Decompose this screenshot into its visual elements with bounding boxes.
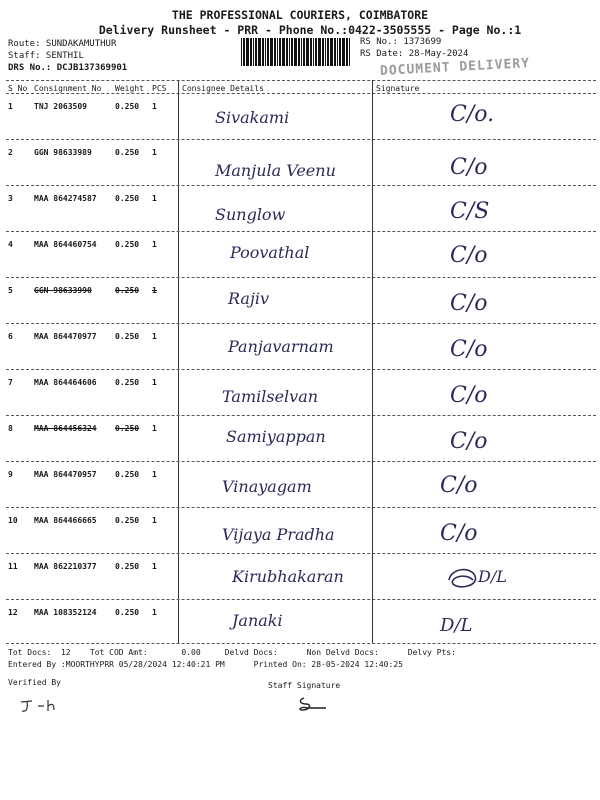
rs-number: RS No.: 1373699 bbox=[360, 37, 442, 47]
row-consignment-no: MAA 864470957 bbox=[34, 470, 97, 479]
row-sno: 6 bbox=[8, 332, 13, 341]
table-row bbox=[0, 509, 600, 554]
row-pcs: 1 bbox=[152, 378, 157, 387]
row-consignee-name: Vinayagam bbox=[222, 477, 312, 496]
row-consignee-name: Panjavarnam bbox=[228, 337, 334, 356]
row-consignment-no: MAA 862210377 bbox=[34, 562, 97, 571]
row-separator bbox=[6, 139, 596, 140]
row-sno: 8 bbox=[8, 424, 13, 433]
row-consignment-no: GGN 98633990 bbox=[34, 286, 92, 295]
entered-by-line: Entered By :MOORTHYPRR 05/28/2024 12:40:21 PM Printed On: 28-05-2024 12:40:25 bbox=[8, 660, 403, 669]
row-sno: 4 bbox=[8, 240, 13, 249]
row-separator bbox=[6, 231, 596, 232]
table-row bbox=[0, 463, 600, 508]
barcode-bar bbox=[301, 38, 302, 66]
row-consignment-no: MAA 864274587 bbox=[34, 194, 97, 203]
row-weight: 0.250 bbox=[115, 424, 140, 433]
table-header-rule bbox=[6, 93, 596, 94]
table-row bbox=[0, 233, 600, 278]
row-consignment-no: MAA 108352124 bbox=[34, 608, 97, 617]
row-separator bbox=[6, 323, 596, 324]
barcode-bar bbox=[313, 38, 314, 66]
row-signature: D/L bbox=[440, 615, 473, 636]
barcode-bar bbox=[318, 38, 321, 66]
col-header-sno: S No bbox=[8, 84, 28, 93]
row-separator bbox=[6, 277, 596, 278]
barcode-bar bbox=[310, 38, 312, 66]
row-consignee-name: Vijaya Pradha bbox=[222, 525, 335, 544]
rs-date: RS Date: 28-May-2024 bbox=[360, 49, 469, 59]
totals-line: Tot Docs: 12 Tot COD Amt: 0.00 Delvd Docs: Non Delvd Docs: Delvy Pts: bbox=[8, 648, 456, 657]
barcode-bar bbox=[286, 38, 288, 66]
barcode-bar bbox=[277, 38, 278, 66]
delivery-signature-scribble bbox=[445, 564, 481, 592]
barcode-bar bbox=[298, 38, 300, 66]
row-separator bbox=[6, 507, 596, 508]
row-consignee-name: Rajiv bbox=[228, 289, 270, 308]
row-consignee-name: Manjula Veenu bbox=[215, 161, 336, 180]
row-separator bbox=[6, 415, 596, 416]
row-consignee-name: Poovathal bbox=[230, 243, 310, 262]
staff-signature-label: Staff Signature bbox=[268, 681, 341, 690]
row-signature: C/S bbox=[450, 199, 490, 224]
col-header-consignment: Consignment No bbox=[34, 84, 102, 93]
row-consignee-name: Sivakami bbox=[215, 108, 290, 127]
barcode-bar bbox=[262, 38, 264, 66]
row-weight: 0.250 bbox=[115, 102, 140, 111]
row-weight: 0.250 bbox=[115, 148, 140, 157]
row-pcs: 1 bbox=[152, 470, 157, 479]
barcode-bar bbox=[258, 38, 261, 66]
barcode-bar bbox=[327, 38, 329, 66]
row-weight: 0.250 bbox=[115, 516, 140, 525]
barcode-bar bbox=[322, 38, 324, 66]
row-signature: C/o bbox=[450, 243, 488, 268]
table-row bbox=[0, 187, 600, 232]
row-consignee-name: Tamilselvan bbox=[222, 387, 319, 406]
row-signature: C/o bbox=[450, 155, 488, 180]
barcode-bar bbox=[274, 38, 276, 66]
runsheet-title: Delivery Runsheet - PRR - Phone No.:0422-3505555 - Page No.:1 bbox=[98, 23, 522, 37]
table-row bbox=[0, 601, 600, 646]
row-sno: 9 bbox=[8, 470, 13, 479]
row-sno: 2 bbox=[8, 148, 13, 157]
barcode-bar bbox=[282, 38, 285, 66]
row-consignee-name: Kirubhakaran bbox=[232, 567, 344, 586]
barcode-bar bbox=[306, 38, 309, 66]
row-sno: 10 bbox=[8, 516, 18, 525]
barcode-bar bbox=[337, 38, 338, 66]
table-row bbox=[0, 141, 600, 186]
row-pcs: 1 bbox=[152, 608, 157, 617]
row-signature: C/o. bbox=[450, 102, 495, 127]
row-consignee-name: Janaki bbox=[232, 611, 283, 630]
barcode-image bbox=[240, 38, 352, 66]
row-signature: C/o bbox=[450, 383, 488, 408]
row-separator bbox=[6, 461, 596, 462]
staff-signature-scribble bbox=[292, 694, 332, 716]
row-separator bbox=[6, 369, 596, 370]
document-delivery-stamp: DOCUMENT DELIVERY bbox=[379, 56, 531, 79]
row-weight: 0.250 bbox=[115, 332, 140, 341]
col-header-signature: Signature bbox=[376, 84, 420, 93]
barcode-bar bbox=[250, 38, 252, 66]
barcode-bar bbox=[267, 38, 269, 66]
table-row bbox=[0, 279, 600, 324]
barcode-bar bbox=[279, 38, 281, 66]
col-header-weight: Weight bbox=[115, 84, 144, 93]
barcode-bar bbox=[325, 38, 326, 66]
barcode-bar bbox=[339, 38, 341, 66]
table-row bbox=[0, 555, 600, 600]
row-weight: 0.250 bbox=[115, 608, 140, 617]
row-separator bbox=[6, 553, 596, 554]
company-name: THE PROFESSIONAL COURIERS, COIMBATORE bbox=[171, 8, 429, 22]
table-row bbox=[0, 371, 600, 416]
table-row bbox=[0, 95, 600, 140]
barcode-bar bbox=[255, 38, 257, 66]
row-pcs: 1 bbox=[152, 102, 157, 111]
col-header-consignee: Consignee Details bbox=[182, 84, 264, 93]
row-consignment-no: MAA 864470977 bbox=[34, 332, 97, 341]
barcode-bar bbox=[289, 38, 290, 66]
row-signature: C/o bbox=[450, 291, 488, 316]
staff-label: Staff: SENTHIL bbox=[8, 51, 84, 61]
table-row bbox=[0, 417, 600, 462]
barcode-bar bbox=[246, 38, 249, 66]
barcode-bar bbox=[346, 38, 348, 66]
row-signature: D/L bbox=[478, 567, 507, 586]
row-consignment-no: MAA 864456324 bbox=[34, 424, 97, 433]
barcode-bar bbox=[253, 38, 254, 66]
route-label: Route: SUNDAKAMUTHUR bbox=[8, 39, 117, 49]
row-pcs: 1 bbox=[152, 240, 157, 249]
barcode-bar bbox=[241, 38, 242, 66]
row-sno: 11 bbox=[8, 562, 18, 571]
row-consignment-no: MAA 864464606 bbox=[34, 378, 97, 387]
verified-by-signature bbox=[18, 694, 68, 716]
table-top-rule bbox=[6, 80, 596, 81]
row-separator bbox=[6, 599, 596, 600]
row-sno: 1 bbox=[8, 102, 13, 111]
row-consignment-no: TNJ 2063509 bbox=[34, 102, 87, 111]
barcode-bar bbox=[303, 38, 305, 66]
row-sno: 7 bbox=[8, 378, 13, 387]
barcode-bar bbox=[330, 38, 333, 66]
row-pcs: 1 bbox=[152, 194, 157, 203]
row-separator bbox=[6, 643, 596, 644]
row-consignment-no: MAA 864460754 bbox=[34, 240, 97, 249]
row-separator bbox=[6, 185, 596, 186]
row-pcs: 1 bbox=[152, 148, 157, 157]
row-signature: C/o bbox=[440, 473, 478, 498]
table-row bbox=[0, 325, 600, 370]
row-consignee-name: Samiyappan bbox=[226, 427, 326, 446]
row-sno: 12 bbox=[8, 608, 18, 617]
col-header-pcs: PCS bbox=[152, 84, 167, 93]
barcode-bar bbox=[294, 38, 297, 66]
barcode-bar bbox=[334, 38, 336, 66]
barcode-bar bbox=[342, 38, 345, 66]
row-pcs: 1 bbox=[152, 332, 157, 341]
barcode-bar bbox=[291, 38, 293, 66]
row-sno: 5 bbox=[8, 286, 13, 295]
barcode-bar bbox=[265, 38, 266, 66]
barcode-bar bbox=[315, 38, 317, 66]
row-signature: C/o bbox=[450, 337, 488, 362]
row-consignment-no: MAA 864466665 bbox=[34, 516, 97, 525]
row-weight: 0.250 bbox=[115, 240, 140, 249]
row-signature: C/o bbox=[440, 521, 478, 546]
verified-by-label: Verified By bbox=[8, 678, 61, 687]
row-consignee-name: Sunglow bbox=[215, 205, 286, 224]
row-pcs: 1 bbox=[152, 286, 157, 295]
barcode-bar bbox=[243, 38, 245, 66]
barcode-bar bbox=[349, 38, 350, 66]
row-pcs: 1 bbox=[152, 562, 157, 571]
row-sno: 3 bbox=[8, 194, 13, 203]
row-consignment-no: GGN 98633989 bbox=[34, 148, 92, 157]
row-weight: 0.250 bbox=[115, 378, 140, 387]
row-pcs: 1 bbox=[152, 424, 157, 433]
row-pcs: 1 bbox=[152, 516, 157, 525]
row-weight: 0.250 bbox=[115, 286, 140, 295]
row-weight: 0.250 bbox=[115, 562, 140, 571]
barcode-bar bbox=[270, 38, 273, 66]
row-signature: C/o bbox=[450, 429, 488, 454]
row-weight: 0.250 bbox=[115, 470, 140, 479]
drs-number: DRS No.: DCJB137369901 bbox=[8, 63, 128, 73]
row-weight: 0.250 bbox=[115, 194, 140, 203]
